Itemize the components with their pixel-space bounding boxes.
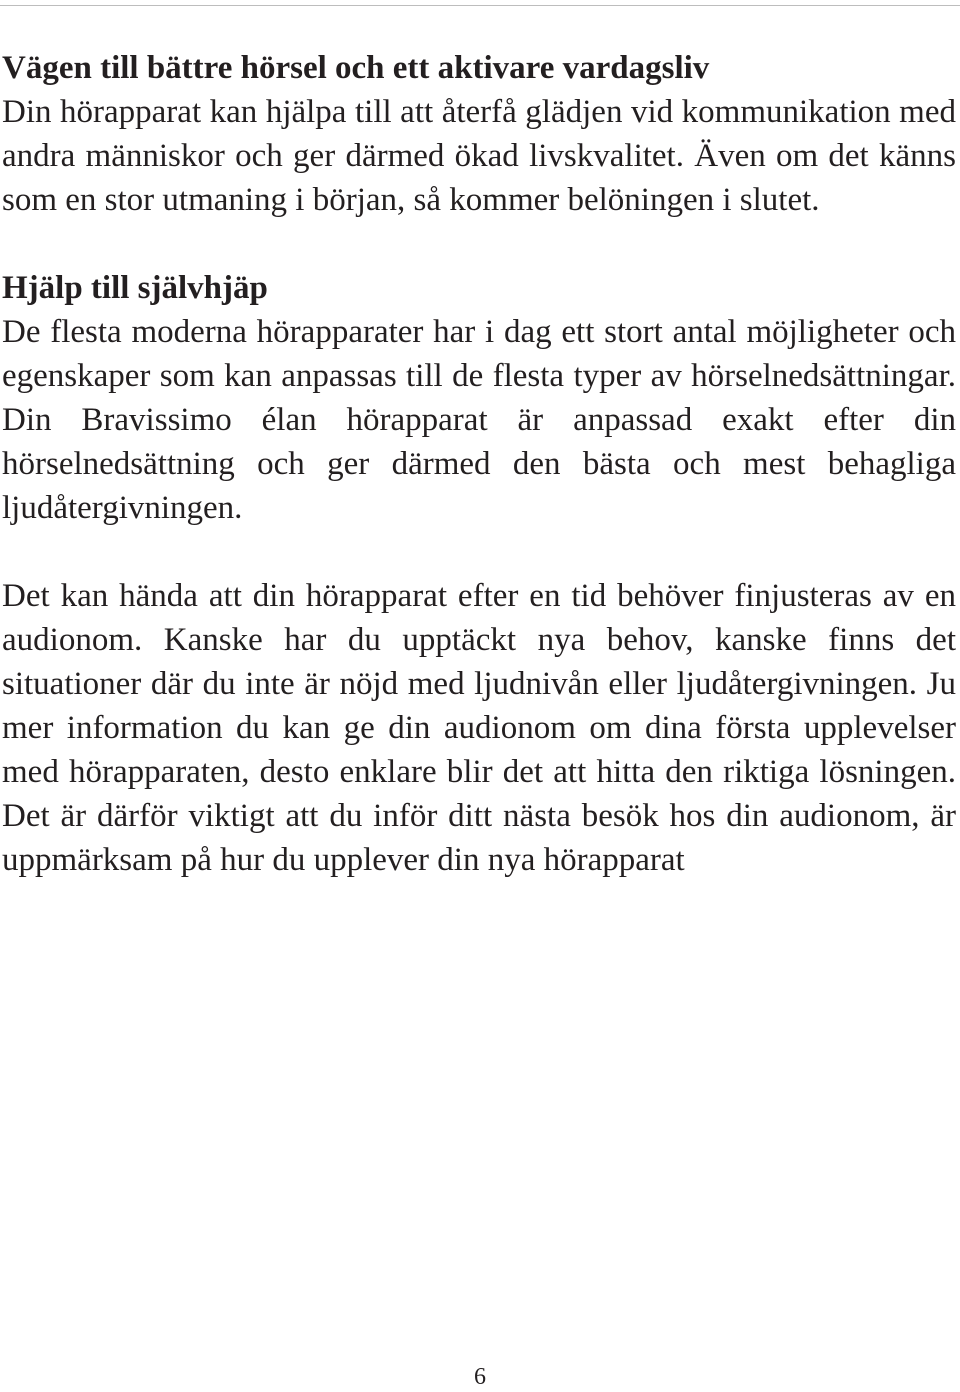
section-better-hearing (2, 46, 956, 222)
top-rule (0, 5, 960, 6)
paragraph-spacer (2, 530, 956, 574)
document-body (2, 46, 956, 882)
page-number: 6 (474, 1364, 486, 1390)
body-paragraph: De flesta moderna hörapparater har i dag ett stort antal möjligheter och egenskaper som kan anpassas till de flesta typer av hörselnedsättningar. Din Bravissimo élan hörapparat är anpassad exakt efter din hörselnedsättning och ger därmed den bästa och mest behagliga ljudåtergivningen. (2, 314, 956, 526)
section-self-help (2, 266, 956, 882)
body-paragraph: Det kan hända att din hörapparat efter en tid behöver finjusteras av en audionom. Kanske har du upptäckt nya behov, kanske finns det situationer där du inte är nöjd med ljudnivån eller ljudåtergivningen. Ju mer information du kan ge din audionom om dina första upplevelser med hörapparaten, desto enklare blir det att hitta den riktiga lösningen. Det är därför viktigt att du inför ditt nästa besök hos din audionom, är uppmärksam på hur du upplever din nya hörapparat (2, 578, 956, 878)
section-heading: Hjälp till självhjäp (2, 270, 268, 306)
section-spacer (2, 222, 956, 266)
body-paragraph: Din hörapparat kan hjälpa till att återfå glädjen vid kommunikation med andra människor och ger därmed ökad livskvalitet. Även om det känns som en stor utmaning i början, så kommer belöningen i slutet. (2, 94, 956, 218)
section-heading: Vägen till bättre hörsel och ett aktivare vardagsliv (2, 50, 710, 86)
